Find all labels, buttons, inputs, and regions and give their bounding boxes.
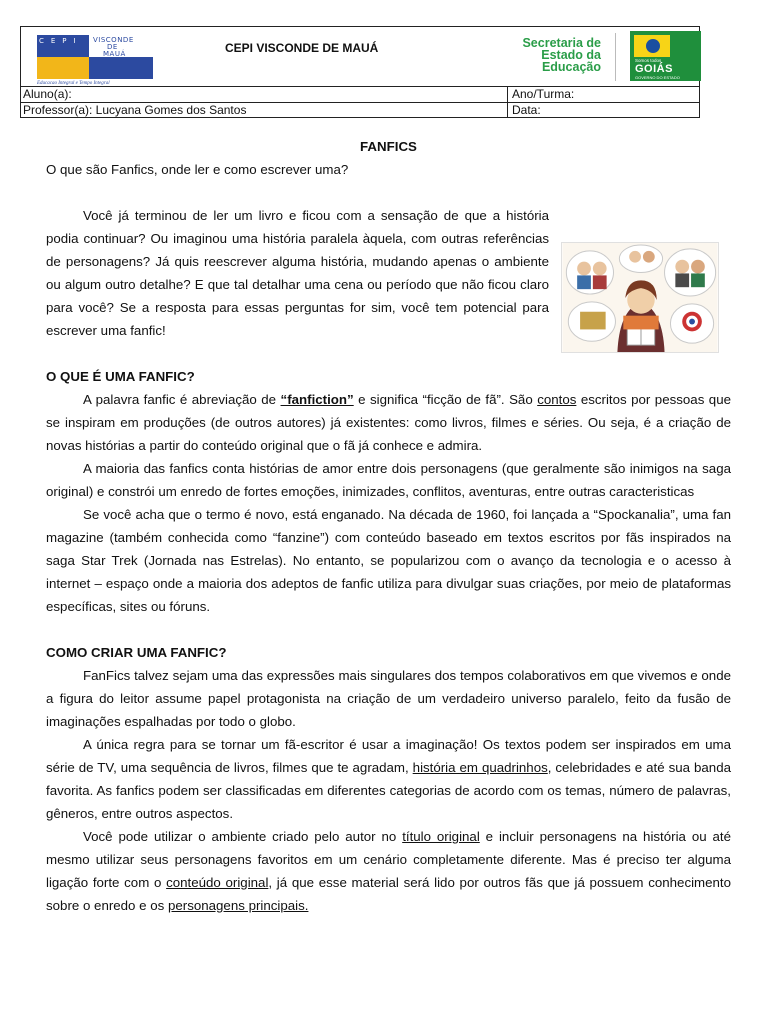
data-field[interactable]: Data: <box>507 103 701 118</box>
section1-paragraph-3: Se você acha que o termo é novo, está enganado. Na década de 1960, foi lançada a “Spockanalia”, uma fan magazine (também conhecida como “fanzine”) com conteúdo baseado em textos escritos por fãs inspirados na saga Star Trek (Jornada nas Estrelas). No entanto, se popularizou com o avanço da tecnologia e o acesso à internet – espaço onde a maioria dos adeptos de fanfic utiliza para divulgar suas criações, por meio de plataformas específicas, sites ou fóruns. <box>46 507 731 614</box>
document-body <box>46 135 731 917</box>
intro-paragraph: Você já terminou de ler um livro e ficou com a sensação de que a história podia continuar? Ou imaginou uma história paralela àquela, com outras referências de personagens? Já quis reescrever alguma história, mudando apenas o ambiente ou algum outro detalhe? E que tal detalhar uma cena ou período que não ficou claro para você? Se a resposta para essas perguntas for sim, você tem potencial para escrever uma fanfic! <box>46 208 549 338</box>
personagens-principais-link[interactable]: personagens principais. <box>167 898 309 913</box>
secretaria-logo <box>497 37 601 73</box>
section-heading-how-to: COMO CRIAR UMA FANFIC? <box>46 645 227 660</box>
section2-paragraph-1: FanFics talvez sejam uma das expressões mais singulares dos tempos colaborativos em que vivemos e onde a figura do leitor assume papel protagonista na criação de um verdadeiro universo paralelo, feito da fusão de imaginações espalhadas por todo o globo. <box>46 668 731 729</box>
section1-paragraph-1 <box>46 388 731 457</box>
historia-em-quadrinhos-link[interactable]: história em quadrinhos <box>412 760 548 775</box>
logo-block <box>37 57 89 79</box>
header-row-professor <box>21 102 699 117</box>
logo-divider <box>615 33 616 81</box>
secretaria-line: Estado da <box>541 48 601 62</box>
goias-flag-circle <box>646 39 660 53</box>
text-run: e significa “ficção de fã”. São <box>353 392 538 407</box>
fanfic-illustration-icon <box>561 242 719 353</box>
text-run: e incluir personagens na história ou até mesmo utilizar seus personagens favoritos em um cenário completamente diferente. Mas é preciso ter alguma ligação forte com o <box>46 829 731 890</box>
text-run: Você pode utilizar o ambiente criado pelo autor no <box>83 829 403 844</box>
text-run: A única regra para se tornar um fã-escritor é usar a imaginação! Os textos podem ser inspirados em uma série de TV, uma sequência de livros, filmes que te agradam, <box>46 737 731 775</box>
goias-slogan: Somos todos <box>635 58 662 63</box>
secretaria-line: Educação <box>541 60 601 74</box>
goias-gov: GOVERNO DO ESTADO <box>635 75 680 80</box>
ano-turma-field[interactable]: Ano/Turma: <box>507 87 701 102</box>
header-logo-row <box>21 27 699 87</box>
contos-link[interactable]: contos <box>537 392 577 407</box>
text-run: , já que esse material será lido por outros fãs que já possuem conhecimento sobre o enredo e os <box>46 875 731 913</box>
aluno-field[interactable]: Aluno(a): <box>23 87 72 101</box>
text-run: A palavra fanfic é abreviação de <box>83 392 281 407</box>
document-question: O que são Fanfics, onde ler e como escrever uma? <box>46 162 349 177</box>
goias-logo-box <box>630 31 701 81</box>
cepi-logo <box>37 35 175 86</box>
intro-text-column <box>46 204 549 342</box>
document-header <box>20 26 700 118</box>
goias-name: GOIÁS <box>635 63 673 75</box>
goias-logo <box>630 31 701 81</box>
fanfiction-term: “fanfiction” <box>280 392 354 407</box>
logo-name-line: VISCONDE <box>93 36 134 44</box>
logo-name-line: DE <box>107 43 118 51</box>
logo-motto: Educacao Integral e Tempo Integral <box>37 81 110 86</box>
header-row-aluno <box>21 87 699 102</box>
logo-name-line: MAUÁ <box>103 50 126 58</box>
intro-section <box>46 204 731 342</box>
logo-block <box>89 57 153 79</box>
section1-paragraph-2: A maioria das fanfics conta histórias de amor entre dois personagens (que geralmente são inimigos na saga original) e constrói um enredo de fortes emoções, inimizades, conflitos, aventuras, entre outras caracteristicas <box>46 461 731 499</box>
logo-letters: CEPI <box>39 37 83 45</box>
conteudo-original-link[interactable]: conteúdo original <box>166 875 269 890</box>
professor-field: Professor(a): Lucyana Gomes dos Santos <box>23 103 247 117</box>
titulo-original-link[interactable]: título original <box>402 829 480 844</box>
school-title: CEPI VISCONDE DE MAUÁ <box>225 41 379 55</box>
document-title: FANFICS <box>360 139 417 154</box>
secretaria-line: Secretaria de <box>522 36 601 50</box>
section2-paragraph-2 <box>46 733 731 825</box>
section2-paragraph-3 <box>46 825 731 917</box>
text-run: , celebridades e até sua banda favorita. As fanfics podem ser classificadas em diferentes categorias de acordo com os temas, número de palavras, gêneros, entre outros aspectos. <box>46 760 731 821</box>
logo-name <box>93 37 134 58</box>
text-run: escritos por pessoas que se inspiram em produções (de outros autores) já existentes: como livros, filmes e séries. Ou seja, é a criação de novas histórias a partir do conteúdo original que o fã já conhece e admira. <box>46 392 731 453</box>
section-heading-what-is: O QUE É UMA FANFIC? <box>46 369 195 384</box>
